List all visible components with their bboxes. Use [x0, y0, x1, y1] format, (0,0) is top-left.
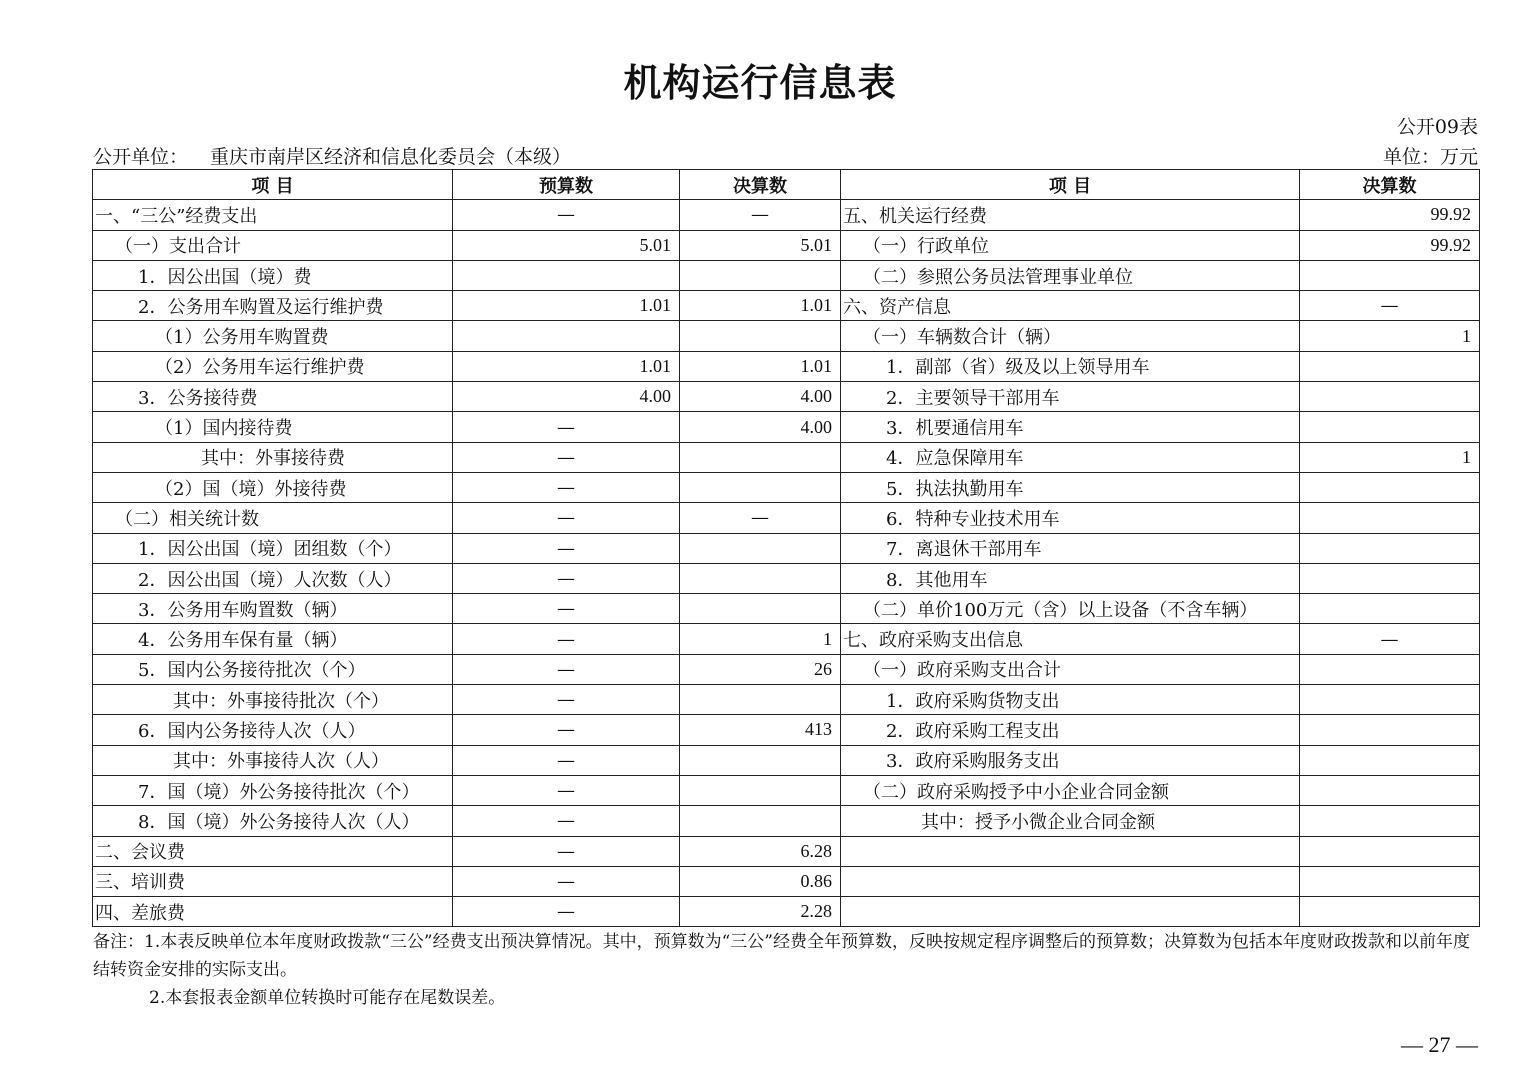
right-final-cell [1300, 594, 1480, 624]
left-budget-cell: — [453, 533, 680, 563]
left-budget-cell: — [453, 897, 680, 927]
unit-line [93, 142, 1478, 169]
form-number: 公开09表 [1396, 116, 1478, 138]
table-row [93, 291, 1480, 321]
left-final-cell: 1.01 [680, 291, 841, 321]
left-budget-cell: — [453, 715, 680, 745]
right-item-label: （二）政府采购授予中小企业合同金额 [841, 775, 1300, 805]
note-2: 2.本套报表金额单位转换时可能存在尾数误差。 [149, 988, 506, 1008]
right-final-cell [1300, 715, 1480, 745]
table-row [93, 836, 1480, 866]
right-item-label: （一）行政单位 [841, 230, 1300, 260]
left-final-cell [680, 775, 841, 805]
left-item-label: 1．因公出国（境）团组数（个） [93, 533, 453, 563]
right-item-label: 1．副部（省）级及以上领导用车 [841, 351, 1300, 381]
left-item-label: 6．国内公务接待人次（人） [93, 715, 453, 745]
left-final-cell: 1.01 [680, 351, 841, 381]
left-budget-cell: — [453, 866, 680, 896]
right-item-label: 5．执法执勤用车 [841, 472, 1300, 502]
table-row [93, 472, 1480, 502]
right-final-cell: 1 [1300, 321, 1480, 351]
table-row [93, 745, 1480, 775]
left-item-label: （1）国内接待费 [93, 412, 453, 442]
right-item-label: 8．其他用车 [841, 563, 1300, 593]
left-item-label: 4．公务用车保有量（辆） [93, 624, 453, 654]
left-item-label: 1．因公出国（境）费 [93, 260, 453, 290]
header-item-right: 项 目 [841, 170, 1300, 200]
table-row [93, 594, 1480, 624]
table-row [93, 503, 1480, 533]
left-budget-cell: — [453, 624, 680, 654]
table-row [93, 806, 1480, 836]
left-item-label: 其中：外事接待人次（人） [93, 745, 453, 775]
left-final-cell: 0.86 [680, 866, 841, 896]
left-item-label: 2．公务用车购置及运行维护费 [93, 291, 453, 321]
table-row [93, 321, 1480, 351]
right-final-cell: — [1300, 291, 1480, 321]
table-row [93, 654, 1480, 684]
table-row [93, 866, 1480, 896]
left-budget-cell: — [453, 836, 680, 866]
header-item: 项 目 [93, 170, 453, 200]
left-item-label: 2．因公出国（境）人次数（人） [93, 563, 453, 593]
left-budget-cell [453, 321, 680, 351]
table-row [93, 382, 1480, 412]
left-budget-cell: — [453, 412, 680, 442]
right-final-cell [1300, 685, 1480, 715]
right-item-label [841, 897, 1300, 927]
reporting-unit [93, 142, 593, 169]
left-final-cell: 413 [680, 715, 841, 745]
unit-label: 公开单位： [93, 146, 189, 168]
right-item-label: 3．政府采购服务支出 [841, 745, 1300, 775]
right-item-label: 五、机关运行经费 [841, 200, 1300, 230]
left-budget-cell: — [453, 806, 680, 836]
right-final-cell [1300, 563, 1480, 593]
right-item-label: 六、资产信息 [841, 291, 1300, 321]
right-final-cell [1300, 382, 1480, 412]
note-1: 备注：1.本表反映单位本年度财政拨款“三公”经费支出预决算情况。其中，预算数为“三公”经费全年预算数，反映按规定程序调整后的预算数；决算数为包括本年度财政拨款和以前年度结转资金安排的实际支出。 [93, 932, 1470, 980]
right-item-label: 2．主要领导干部用车 [841, 382, 1300, 412]
right-item-label: （二）单价100万元（含）以上设备（不含车辆） [841, 594, 1300, 624]
left-final-cell: 1 [680, 624, 841, 654]
left-final-cell [680, 321, 841, 351]
right-final-cell [1300, 472, 1480, 502]
left-item-label: （二）相关统计数 [93, 503, 453, 533]
left-budget-cell: — [453, 200, 680, 230]
right-final-cell: 99.92 [1300, 230, 1480, 260]
left-budget-cell: — [453, 472, 680, 502]
left-budget-cell [453, 260, 680, 290]
right-final-cell [1300, 745, 1480, 775]
left-budget-cell: — [453, 503, 680, 533]
left-item-label: （一）支出合计 [93, 230, 453, 260]
right-final-cell [1300, 412, 1480, 442]
left-budget-cell: — [453, 563, 680, 593]
table-body [93, 200, 1480, 927]
table-row [93, 563, 1480, 593]
left-item-label: 三、培训费 [93, 866, 453, 896]
right-item-label: 4．应急保障用车 [841, 442, 1300, 472]
right-final-cell: 99.92 [1300, 200, 1480, 230]
right-item-label: 2．政府采购工程支出 [841, 715, 1300, 745]
right-final-cell [1300, 260, 1480, 290]
table-row [93, 412, 1480, 442]
left-final-cell: 26 [680, 654, 841, 684]
left-item-label: 其中：外事接待批次（个） [93, 685, 453, 715]
right-final-cell [1300, 806, 1480, 836]
left-final-cell [680, 442, 841, 472]
left-final-cell [680, 685, 841, 715]
table-header-row [93, 170, 1480, 200]
left-item-label: 一、“三公”经费支出 [93, 200, 453, 230]
left-budget-cell: — [453, 745, 680, 775]
table-row [93, 533, 1480, 563]
right-item-label: 1．政府采购货物支出 [841, 685, 1300, 715]
left-final-cell [680, 806, 841, 836]
left-final-cell [680, 472, 841, 502]
right-item-label: 其中：授予小微企业合同金额 [841, 806, 1300, 836]
left-final-cell [680, 563, 841, 593]
left-budget-cell: 5.01 [453, 230, 680, 260]
right-item-label: （一）政府采购支出合计 [841, 654, 1300, 684]
left-budget-cell: 1.01 [453, 351, 680, 381]
left-item-label: 3．公务用车购置数（辆） [93, 594, 453, 624]
table-row [93, 897, 1480, 927]
right-item-label: 3．机要通信用车 [841, 412, 1300, 442]
left-budget-cell: — [453, 685, 680, 715]
table-row [93, 775, 1480, 805]
right-final-cell [1300, 503, 1480, 533]
currency-unit: 单位：万元 [1382, 146, 1478, 168]
left-final-cell: 4.00 [680, 382, 841, 412]
right-final-cell [1300, 533, 1480, 563]
left-item-label: 8．国（境）外公务接待人次（人） [93, 806, 453, 836]
right-final-cell [1300, 836, 1480, 866]
left-budget-cell: — [453, 442, 680, 472]
left-item-label: （2）公务用车运行维护费 [93, 351, 453, 381]
left-item-label: （2）国（境）外接待费 [93, 472, 453, 502]
page-number: — 27 — [1401, 1032, 1478, 1057]
left-final-cell: — [680, 200, 841, 230]
left-item-label: （1）公务用车购置费 [93, 321, 453, 351]
left-item-label: 其中：外事接待费 [93, 442, 453, 472]
table-row [93, 230, 1480, 260]
table-row [93, 351, 1480, 381]
right-item-label: 6．特种专业技术用车 [841, 503, 1300, 533]
left-budget-cell: — [453, 654, 680, 684]
left-final-cell [680, 745, 841, 775]
table-row [93, 260, 1480, 290]
right-final-cell: — [1300, 624, 1480, 654]
right-item-label: （一）车辆数合计（辆） [841, 321, 1300, 351]
left-item-label: 3．公务接待费 [93, 382, 453, 412]
right-final-cell [1300, 897, 1480, 927]
table-row [93, 442, 1480, 472]
notes [93, 928, 1483, 1012]
right-final-cell [1300, 866, 1480, 896]
left-final-cell: 2.28 [680, 897, 841, 927]
right-item-label [841, 836, 1300, 866]
right-final-cell [1300, 775, 1480, 805]
unit-name: 重庆市南岸区经济和信息化委员会（本级） [210, 146, 572, 168]
right-final-cell: 1 [1300, 442, 1480, 472]
left-final-cell: 5.01 [680, 230, 841, 260]
right-item-label: 7．离退休干部用车 [841, 533, 1300, 563]
left-final-cell [680, 594, 841, 624]
left-final-cell: — [680, 503, 841, 533]
info-table [92, 169, 1480, 927]
header-budget: 预算数 [453, 170, 680, 200]
left-item-label: 四、差旅费 [93, 897, 453, 927]
right-item-label: 七、政府采购支出信息 [841, 624, 1300, 654]
table-row [93, 715, 1480, 745]
right-final-cell [1300, 351, 1480, 381]
left-budget-cell: — [453, 594, 680, 624]
table-row [93, 200, 1480, 230]
left-final-cell [680, 533, 841, 563]
header-final: 决算数 [680, 170, 841, 200]
left-final-cell: 4.00 [680, 412, 841, 442]
table-row [93, 685, 1480, 715]
right-final-cell [1300, 654, 1480, 684]
left-budget-cell: 4.00 [453, 382, 680, 412]
right-item-label [841, 866, 1300, 896]
left-item-label: 7．国（境）外公务接待批次（个） [93, 775, 453, 805]
left-budget-cell: 1.01 [453, 291, 680, 321]
page-title: 机构运行信息表 [623, 60, 897, 105]
header-final-right: 决算数 [1300, 170, 1480, 200]
left-item-label: 二、会议费 [93, 836, 453, 866]
left-final-cell: 6.28 [680, 836, 841, 866]
left-final-cell [680, 260, 841, 290]
table-row [93, 624, 1480, 654]
left-item-label: 5．国内公务接待批次（个） [93, 654, 453, 684]
right-item-label: （二）参照公务员法管理事业单位 [841, 260, 1300, 290]
left-budget-cell: — [453, 775, 680, 805]
